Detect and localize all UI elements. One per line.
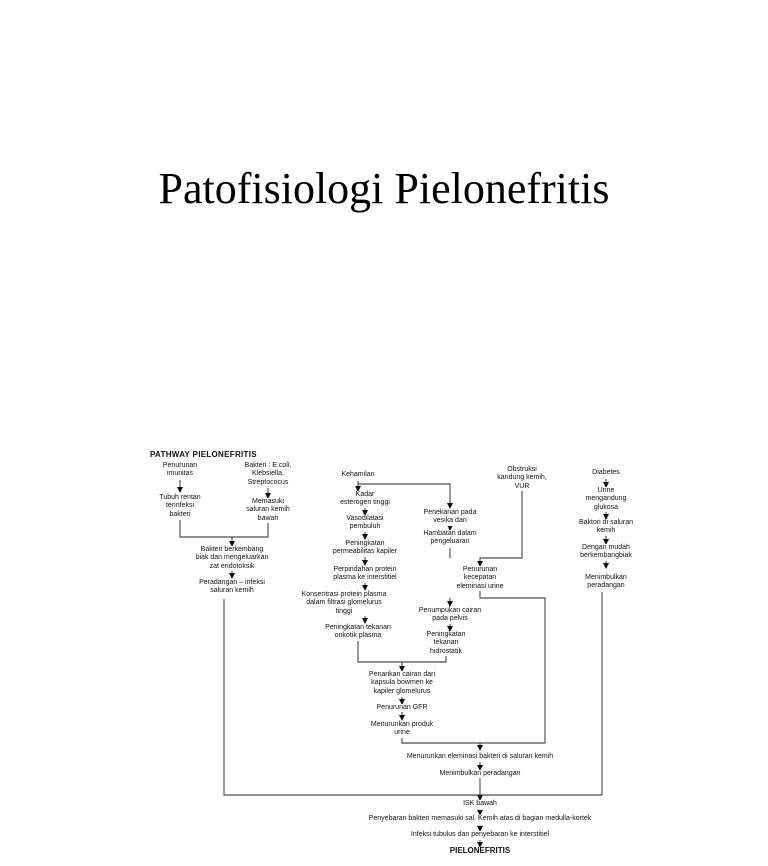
node-bakteri-berkembang: Bakteri berkembang biak dan mengeluarkan zat endotoksik xyxy=(195,546,269,570)
node-penumpukan-cairan: Penumpukan cairan pada pelvis xyxy=(418,607,482,623)
node-pielonefritis: PIELONEFRITIS xyxy=(449,846,511,855)
connector xyxy=(480,592,602,795)
node-bakteri-saluran: Baktori di saluran kemih xyxy=(578,519,634,535)
node-peradangan-infeksi: Peradangan – infeksi saluran kemih xyxy=(199,579,265,595)
node-konsentrasi-protein: Konsentrasi protein plasma dalam filtrasi glomelurus tinggi xyxy=(301,591,387,615)
node-menimbulkan-peradangan-right: Menimbulkan peradangan xyxy=(585,574,627,590)
slide-title: Patofisiologi Pielonefritis xyxy=(158,164,610,213)
arrow xyxy=(480,490,522,566)
node-penurunan-gfr: Penurunan GFR xyxy=(376,704,428,711)
node-isk-bawah: ISK bawah xyxy=(463,800,497,807)
node-dengan-mudah: Dengan mudah berkembangbiak xyxy=(580,544,632,560)
node-penyebaran-bakteri: Penyebaran bakteri memasuki sal. Kemih atas di bagian medulla-kortek xyxy=(368,815,592,822)
node-penarikan-cairan: Penarikan cairan dari kapsula bowmen ke kapiler glomelurus xyxy=(368,671,436,695)
node-menimbulkan-peradangan-center: Menimbulkan peradangan xyxy=(439,770,521,777)
node-vasodilatasi: Vasodilatasi pembuluh xyxy=(346,515,384,531)
pathway-diagram xyxy=(140,440,640,866)
node-urine-glukosa: Urine mengandung glukosa xyxy=(585,487,627,511)
pathway-heading: PATHWAY PIELONEFRITIS xyxy=(150,450,257,459)
node-peningkatan-permeabilitas: Peningkatan permeabilitas kapiler xyxy=(332,540,398,556)
node-perpindahan-protein: Perpindahan protein plasma ke interstitiel xyxy=(333,566,397,582)
node-menurunkan-produk: Menurunkan produk urine xyxy=(370,721,434,737)
node-kadar-esterogen: Kadar esterogen tinggi xyxy=(340,491,390,507)
node-diabetes: Diabetes xyxy=(592,469,620,476)
arrow xyxy=(402,738,480,750)
node-memasuki-saluran: Memasuki saluran kemih bawah xyxy=(246,498,290,522)
node-penurunan-imunitas: Penurunan imunitas xyxy=(162,462,198,478)
node-infeksi-tubulus: Infeksi tubulus dan penyebaran ke interstitiel xyxy=(410,831,550,838)
node-penurunan-kecepatan: Penurunan kecepatan eleminasi urine xyxy=(456,566,504,590)
node-peningkatan-onkotik: Peningkatan tekanan onkotik plasma xyxy=(325,624,391,640)
node-tubuh-rentan: Tubuh rentan terinfeksi bakteri xyxy=(159,494,201,518)
node-obstruksi: Obstruksi kandung kemih, VUR xyxy=(497,466,547,490)
node-peningkatan-hidrostatik: Peningkatan tekanan hidrostatik xyxy=(426,631,466,655)
node-menurunkan-eleminasi: Menurunkan eleminasi bakteri di saluran kemih xyxy=(406,753,554,760)
node-hambatan-pengeluaran: Hambatan dalam pengeluaran xyxy=(423,530,477,546)
node-bakteri-ecoli: Bakteri : E.coli, Klebsiella, Streptococus xyxy=(244,462,292,486)
node-kehamilan: Kehamilan xyxy=(341,471,375,478)
node-penekanan-vesika: Penekanan pada vesika dan xyxy=(423,509,477,525)
